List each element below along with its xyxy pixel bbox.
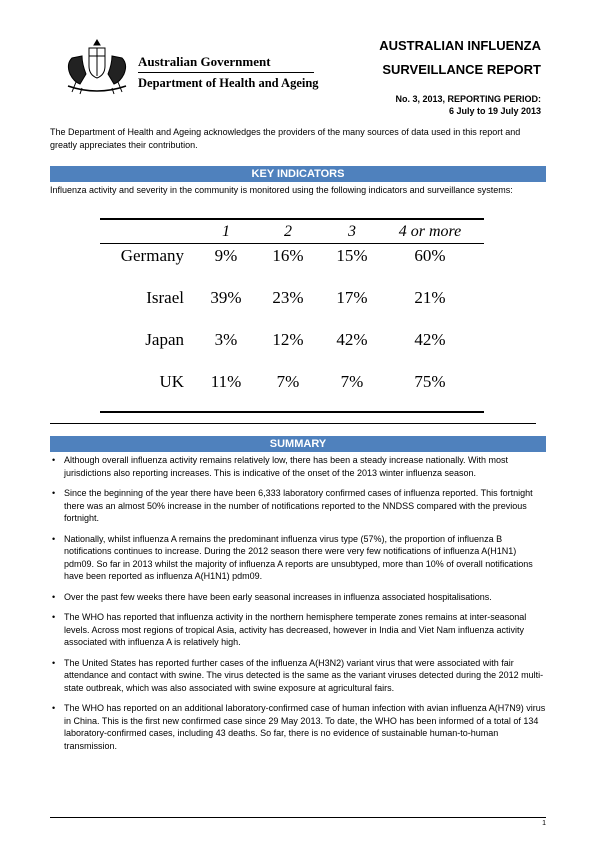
table-cell: 16%	[272, 246, 304, 265]
department-name: Department of Health and Ageing	[138, 76, 319, 90]
row-label: Japan	[145, 330, 184, 349]
table-cell: 23%	[272, 288, 304, 307]
summary-item	[50, 611, 546, 649]
summary-item-text: Since the beginning of the year there have been 6,333 laboratory confirmed cases of influenza reported. This fortnight there was an almost 50% increase in the number of notifications reported to the NNDSS compared with the previous fortnight.	[64, 488, 533, 523]
table-cell: 15%	[336, 246, 368, 265]
summary-item-text: The United States has reported further cases of the influenza A(H3N2) variant virus that were associated with fair attendance and contact with swine. The virus detected is the same as the variant viruses detected during the 2012 multi-state outbreak, which was also associated with swine exposure at agricultural fairs.	[64, 657, 544, 693]
table-cell: 39%	[210, 288, 242, 307]
summary-item-text: The WHO has reported that influenza activity in the northern hemisphere temperate zones remains at inter-seasonal levels. Across most regions of tropical Asia, activity has decreased, however in India and Viet Nam influenza activity associated with influenza A is relatively high.	[64, 612, 527, 647]
summary-item	[50, 591, 546, 604]
summary-item-text: Although overall influenza activity remains relatively low, there has been a steady increase nationally. With most jurisdictions also reporting increases. This is indicative of the onset of the 2013 winter influenza season.	[64, 455, 509, 478]
row-label: Germany	[120, 246, 184, 265]
table-cell: 11%	[210, 372, 242, 391]
row-label: UK	[159, 372, 184, 391]
column-header: 2	[284, 223, 292, 240]
table-cell: 42%	[414, 330, 446, 349]
summary-item	[50, 454, 546, 479]
report-title-line1: AUSTRALIAN INFLUENZA	[379, 38, 541, 53]
key-indicators-description: Influenza activity and severity in the community is monitored using the following indicators and surveillance systems:	[50, 185, 513, 195]
table-top-rule	[100, 218, 484, 220]
summary-item	[50, 702, 546, 752]
government-name: Australian Government	[138, 54, 271, 69]
page-number: 1	[542, 820, 546, 827]
table-cell: 7%	[340, 372, 364, 391]
summary-item	[50, 487, 546, 525]
header-divider	[138, 72, 314, 73]
table-cell: 7%	[276, 372, 300, 391]
key-indicators-heading: KEY INDICATORS	[50, 166, 546, 182]
summary-heading: SUMMARY	[50, 436, 546, 452]
table-header-rule	[100, 243, 484, 244]
bullet-icon: •	[52, 657, 56, 668]
summary-item-text: Over the past few weeks there have been early seasonal increases in influenza associated hospitalisations.	[64, 591, 492, 602]
column-header: 4 or more	[398, 223, 462, 240]
bullet-icon: •	[52, 703, 56, 713]
bullet-icon: •	[52, 488, 56, 498]
section-divider	[50, 423, 536, 424]
summary-item-text: The WHO has reported on an additional laboratory-confirmed case of human infection with avian influenza A(H7N9) virus in China. This is the first new confirmed case since 29 May 2013. To date, the WHO has been informed of a total of 134 laboratory-confirmed cases, including 43 deaths. So far, there is no evidence of sustainable human-to-human transmission.	[64, 703, 546, 751]
table-cell: 60%	[414, 246, 446, 265]
bullet-icon: •	[52, 591, 56, 602]
indicator-table	[100, 218, 484, 416]
table-cell: 17%	[336, 288, 368, 307]
summary-list	[50, 454, 546, 760]
summary-item	[50, 657, 546, 695]
table-cell: 75%	[414, 372, 446, 391]
table-cell: 12%	[272, 330, 304, 349]
footer-divider	[50, 817, 546, 818]
summary-item	[50, 533, 546, 583]
column-header: 1	[222, 223, 230, 240]
acknowledgement-text: The Department of Health and Ageing acknowledges the providers of the many sources of data used in this report and greatly appreciates their contribution.	[50, 127, 521, 150]
table-cell: 9%	[214, 246, 238, 265]
table-cell: 42%	[336, 330, 368, 349]
coat-of-arms-icon	[62, 38, 132, 96]
bullet-icon: •	[52, 533, 56, 544]
table-cell: 21%	[414, 288, 446, 307]
table-bottom-rule	[100, 411, 484, 413]
table-cell: 3%	[214, 330, 238, 349]
summary-item-text: Nationally, whilst influenza A remains the predominant influenza virus type (57%), the proportion of influenza B notifications continues to increase. During the 2012 season there were very few notifications of influenza A(H1N1) pdm09. So far in 2013 whilst the majority of influenza A reports are unsubtyped, more than 10% of overall notifications have been reported as influenza A(H1N1) pdm09.	[64, 533, 533, 581]
column-header: 3	[348, 223, 356, 240]
reporting-period-label: No. 3, 2013, REPORTING PERIOD:	[395, 94, 541, 104]
reporting-period-dates: 6 July to 19 July 2013	[448, 106, 541, 116]
bullet-icon: •	[52, 455, 56, 465]
bullet-icon: •	[52, 612, 56, 622]
report-title-line2: SURVEILLANCE REPORT	[382, 62, 541, 77]
row-label: Israel	[146, 288, 184, 307]
